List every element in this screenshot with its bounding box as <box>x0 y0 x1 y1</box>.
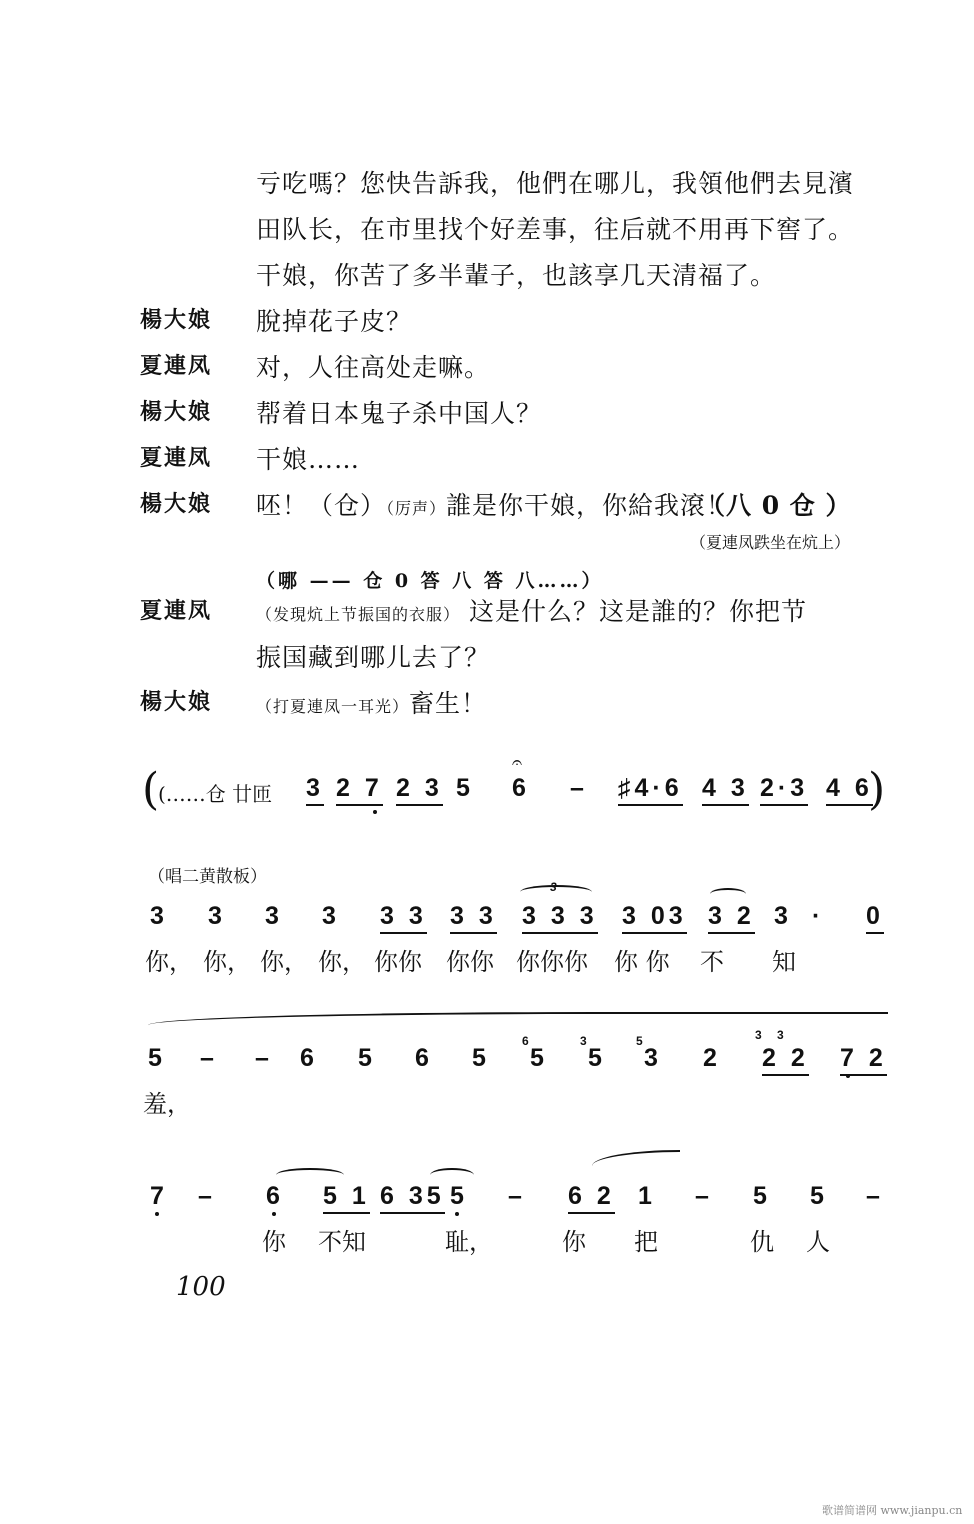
note: 5 <box>148 1044 166 1072</box>
speaker: 楊大娘 <box>140 492 213 517</box>
stage-note: （发現炕上节振国的衣服） <box>256 605 461 624</box>
note: 3 3 <box>450 902 497 934</box>
note: 5 <box>358 1044 376 1072</box>
lyric: 把 <box>634 1228 658 1256</box>
speaker: 楊大娘 <box>140 690 213 715</box>
slur <box>592 1150 680 1166</box>
triplet-mark: 3 <box>550 880 557 894</box>
grace-note: 6 <box>522 1034 529 1048</box>
intro-cue: (……仓 廿匝 <box>158 782 273 806</box>
note: 5 <box>456 774 474 802</box>
lyric: 不 <box>700 948 724 976</box>
slur <box>710 888 746 900</box>
note: – <box>200 1044 218 1072</box>
lyric: 你你 <box>374 948 422 976</box>
lyric: 你你你 <box>516 948 588 976</box>
note: 6 35 <box>380 1182 445 1214</box>
lyric: 人 <box>806 1228 830 1256</box>
stage-direction: （夏連凤跌坐在炕上） <box>690 533 851 552</box>
dialogue-line: 干娘…… <box>256 445 361 474</box>
lyric: 你， <box>260 948 308 976</box>
note: 3 03 <box>622 902 687 934</box>
dialogue-line: 干娘，你苦了多半輩子，也該享几天清福了。 <box>256 261 777 290</box>
note: 3 <box>774 902 792 930</box>
note: – <box>508 1182 526 1210</box>
note: 6 2 <box>568 1182 615 1214</box>
note: 7 2 <box>840 1044 887 1076</box>
slur <box>276 1168 344 1182</box>
lyric: 知 <box>772 948 796 976</box>
speaker: 楊大娘 <box>140 308 213 333</box>
note: 3 <box>265 902 283 930</box>
note: 5 <box>450 1182 468 1210</box>
note: 6 <box>512 774 530 802</box>
note: 3 <box>150 902 168 930</box>
note: 3 <box>306 774 324 806</box>
dialogue-line <box>256 486 732 522</box>
low-octave-dot <box>846 1074 850 1078</box>
note: ♯4·6 <box>618 774 683 806</box>
dialogue-text: 誰是你干娘，你給我滾！ <box>446 491 733 520</box>
lyric: 你， <box>145 948 193 976</box>
note: 5 <box>810 1182 828 1210</box>
note: 2 2 <box>762 1044 809 1076</box>
note: · <box>812 902 825 930</box>
note: 4 3 <box>702 774 749 806</box>
lyric: 你， <box>203 948 251 976</box>
note: 2 3 <box>396 774 443 806</box>
note: – <box>695 1182 713 1210</box>
note: 2 <box>703 1044 721 1072</box>
note: 0 <box>866 902 884 934</box>
grace-note: 3 <box>580 1034 587 1048</box>
note: 2 7 <box>336 774 383 806</box>
fermata-icon: 𝄐 <box>512 752 523 773</box>
note: – <box>255 1044 273 1072</box>
low-octave-dot <box>272 1212 276 1216</box>
note: – <box>198 1182 216 1210</box>
speaker: 夏連凤 <box>140 599 213 624</box>
dialogue-line: 振国藏到哪儿去了？ <box>256 643 491 672</box>
dialogue-line <box>256 684 487 720</box>
stage-note: （厉声） <box>386 499 447 518</box>
note: – <box>866 1182 884 1210</box>
note: – <box>570 774 588 802</box>
note: 6 <box>300 1044 318 1072</box>
low-octave-dot <box>455 1212 459 1216</box>
note: 4 6 <box>826 774 873 806</box>
note: 5 <box>530 1044 548 1072</box>
stage-note: （打夏連凤一耳光） <box>256 697 410 716</box>
note: 6 <box>266 1182 284 1210</box>
percussion-cue: （八 0 仓 ） <box>700 491 852 520</box>
note: 1 <box>638 1182 656 1210</box>
dialogue-text: 呸！（仓） <box>256 491 387 520</box>
low-octave-dot <box>155 1212 159 1216</box>
note: 5 <box>472 1044 490 1072</box>
grace-note: 3 <box>777 1028 784 1042</box>
lyric: 不知 <box>318 1228 366 1256</box>
tempo-mark: （唱二黄散板） <box>148 867 267 887</box>
dialogue-text: 这是什么？这是誰的？你把节 <box>468 597 807 626</box>
note: 5 1 <box>323 1182 370 1214</box>
lyric: 羞， <box>143 1090 191 1118</box>
paren-open: ( <box>142 764 160 815</box>
dialogue-line <box>256 592 807 628</box>
note: 3 2 <box>708 902 755 934</box>
note: 3 3 3 <box>522 902 598 934</box>
dialogue-line: 对，人往高处走嘛。 <box>256 353 491 382</box>
low-octave-dot <box>373 810 377 814</box>
speaker: 楊大娘 <box>140 400 213 425</box>
dialogue-line: 帮着日本鬼子杀中国人？ <box>256 399 543 428</box>
lyric: 你 <box>562 1228 586 1256</box>
note: 2·3 <box>760 774 808 806</box>
note: 5 <box>753 1182 771 1210</box>
note: 3 <box>322 902 340 930</box>
note: 5 <box>588 1044 606 1072</box>
dialogue-text: 畜生！ <box>409 689 488 718</box>
note: 3 3 <box>380 902 427 934</box>
grace-note: 5 <box>636 1034 643 1048</box>
dialogue-line: 脫掉花子皮？ <box>256 307 413 336</box>
speaker: 夏連凤 <box>140 354 213 379</box>
note: 6 <box>415 1044 433 1072</box>
dialogue-line: 亏吃嗎？您快告訴我，他們在哪儿，我領他們去見濱 <box>256 169 855 198</box>
percussion-cue: （哪 —— 仓 0 答 八 答 八……） <box>256 570 604 592</box>
slur <box>430 1168 474 1182</box>
lyric: 你 你 <box>614 948 670 976</box>
speaker: 夏連凤 <box>140 446 213 471</box>
watermark: 歌谱简谱网 www.jianpu.cn <box>822 1504 963 1517</box>
lyric: 你 <box>262 1228 286 1256</box>
lyric: 仇 <box>750 1228 774 1256</box>
lyric: 耻， <box>445 1228 493 1256</box>
page-number: 100 <box>176 1272 226 1302</box>
grace-note: 3 <box>755 1028 762 1042</box>
lyric: 你你 <box>446 948 494 976</box>
paren-close: ) <box>868 764 886 815</box>
dialogue-line: 田队长，在市里找个好差事，往后就不用再下窖了。 <box>256 215 855 244</box>
note: 3 <box>208 902 226 930</box>
note: 3 <box>644 1044 662 1072</box>
lyric: 你， <box>318 948 366 976</box>
note: 7 <box>150 1182 168 1210</box>
